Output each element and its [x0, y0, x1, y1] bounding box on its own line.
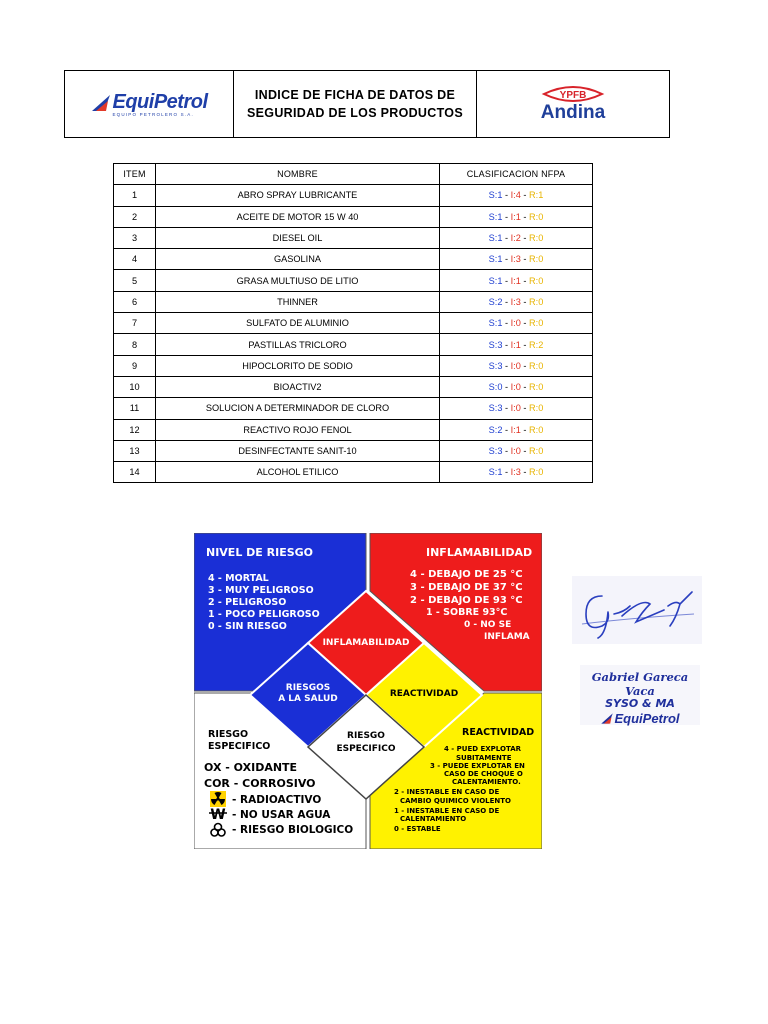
blue-line-4: 1 - POCO PELIGROSO	[208, 609, 320, 620]
clasificacion-cell	[440, 313, 593, 334]
diamond-white-label-2: ESPECIFICO	[336, 744, 396, 754]
stamp-swoosh-icon	[600, 712, 614, 725]
separator: -	[502, 233, 511, 244]
approval-stamp	[580, 665, 700, 725]
separator: -	[502, 296, 511, 307]
inflamabilidad-value: I:1	[510, 275, 521, 286]
separator: -	[502, 190, 511, 201]
diamond-white-label-1: RIESGO	[347, 731, 385, 741]
stamp-logo	[580, 711, 700, 726]
table-row	[114, 462, 593, 483]
table-row	[114, 334, 593, 355]
red-line-3: 2 - DEBAJO DE 93 °C	[410, 595, 523, 606]
separator: -	[520, 318, 530, 329]
white-line-3: - RADIOACTIVO	[232, 794, 322, 806]
reactividad-value: R:0	[529, 382, 544, 393]
equipetrol-logo	[90, 91, 207, 117]
clasificacion-cell	[440, 398, 593, 419]
nombre-cell: ALCOHOL ETILICO	[156, 462, 440, 483]
reactividad-value: R:0	[529, 424, 544, 435]
separator: -	[520, 233, 530, 244]
reactividad-value: R:0	[529, 318, 544, 329]
inflamabilidad-value: I:1	[510, 211, 521, 222]
salud-value: S:3	[488, 339, 503, 350]
table-row	[114, 398, 593, 419]
clasificacion-cell	[440, 376, 593, 397]
table-row	[114, 376, 593, 397]
white-title-2: ESPECIFICO	[208, 741, 271, 752]
yellow-line-6: 2 - INESTABLE EN CASO DE	[394, 788, 500, 796]
salud-value: S:3	[488, 446, 503, 456]
item-cell: 6	[114, 291, 156, 312]
item-cell: 4	[114, 249, 156, 270]
red-line-4: 1 - SOBRE 93°C	[426, 607, 508, 618]
equipetrol-wordmark: EquiPetrol	[112, 91, 208, 113]
reactividad-value: R:0	[529, 403, 544, 414]
reactividad-value: R:0	[529, 254, 544, 265]
title-line-2: SEGURIDAD DE LOS PRODUCTOS	[247, 106, 463, 120]
item-cell: 1	[114, 185, 156, 206]
inflamabilidad-value: I:0	[510, 360, 521, 371]
salud-value: S:1	[488, 233, 503, 244]
title-line-1: INDICE DE FICHA DE DATOS DE	[254, 88, 456, 102]
andina-logo-cell	[477, 71, 669, 137]
product-index-table	[113, 163, 593, 483]
separator: -	[520, 424, 530, 435]
column-header-clasificacion: CLASIFICACION NFPA	[440, 164, 593, 185]
item-cell: 12	[114, 419, 156, 440]
equipetrol-subtitle: EQUIPO PETROLERO S.A.	[112, 112, 194, 117]
clasificacion-cell	[440, 355, 593, 376]
blue-line-3: 2 - PELIGROSO	[208, 597, 287, 608]
reactividad-value: R:0	[529, 296, 544, 307]
clasificacion-cell	[440, 462, 593, 483]
red-line-5: 0 - NO SE	[464, 620, 512, 630]
table-row	[114, 227, 593, 248]
item-cell: 5	[114, 270, 156, 291]
separator: -	[502, 211, 511, 222]
column-header-nombre: NOMBRE	[156, 164, 440, 185]
equipetrol-logo-cell	[65, 71, 234, 137]
stamp-name: Gabriel Gareca Vaca	[591, 670, 689, 698]
diamond-blue-label-2: A LA SALUD	[278, 694, 338, 704]
inflamabilidad-value: I:2	[510, 233, 521, 244]
yellow-line-9: CALENTAMIENTO	[400, 815, 467, 823]
nombre-cell: SOLUCION A DETERMINADOR DE CLORO	[156, 398, 440, 419]
reactividad-value: R:0	[529, 446, 544, 456]
table-row	[114, 206, 593, 227]
table-header-row	[114, 164, 593, 185]
salud-value: S:1	[488, 275, 503, 286]
separator: -	[520, 360, 530, 371]
inflamabilidad-value: I:1	[510, 339, 521, 350]
separator: -	[502, 360, 511, 371]
ypfb-badge-icon	[538, 84, 608, 104]
clasificacion-cell	[440, 419, 593, 440]
inflamabilidad-value: I:4	[510, 190, 521, 201]
table-row	[114, 185, 593, 206]
separator: -	[520, 446, 530, 456]
nombre-cell: HIPOCLORITO DE SODIO	[156, 355, 440, 376]
nombre-cell: DESINFECTANTE SANIT-10	[156, 440, 440, 461]
separator: -	[502, 446, 511, 456]
document-header	[64, 70, 670, 138]
separator: -	[502, 275, 511, 286]
inflamabilidad-value: I:3	[510, 296, 521, 307]
clasificacion-cell	[440, 227, 593, 248]
red-title: INFLAMABILIDAD	[426, 546, 533, 559]
nombre-cell: BIOACTIV2	[156, 376, 440, 397]
salud-value: S:3	[488, 403, 503, 414]
red-line-2: 3 - DEBAJO DE 37 °C	[410, 582, 523, 593]
yellow-line-4: CASO DE CHOQUE O	[444, 770, 523, 778]
header-title-cell	[234, 71, 477, 137]
separator: -	[502, 318, 511, 329]
reactividad-value: R:1	[529, 190, 544, 201]
separator: -	[502, 254, 511, 265]
yellow-line-5: CALENTAMIENTO.	[452, 778, 521, 786]
nombre-cell: DIESEL OIL	[156, 227, 440, 248]
clasificacion-cell	[440, 270, 593, 291]
salud-value: S:3	[488, 360, 503, 371]
column-header-item: ITEM	[114, 164, 156, 185]
nfpa-hazard-diagram	[194, 533, 542, 849]
blue-title: NIVEL DE RIESGO	[206, 546, 314, 559]
clasificacion-cell	[440, 185, 593, 206]
reactividad-value: R:0	[529, 360, 544, 371]
table-row	[114, 270, 593, 291]
nombre-cell: THINNER	[156, 291, 440, 312]
ypfb-badge-text: YPFB	[559, 90, 587, 101]
item-cell: 10	[114, 376, 156, 397]
yellow-line-10: 0 - ESTABLE	[394, 825, 441, 833]
table-row	[114, 313, 593, 334]
white-line-1: OX - OXIDANTE	[204, 761, 298, 774]
item-cell: 8	[114, 334, 156, 355]
inflamabilidad-value: I:3	[510, 467, 521, 478]
salud-value: S:1	[488, 211, 503, 222]
inflamabilidad-value: I:0	[510, 318, 521, 329]
diamond-blue-label-1: RIESGOS	[285, 683, 331, 693]
reactividad-value: R:0	[529, 275, 544, 286]
clasificacion-cell	[440, 249, 593, 270]
nombre-cell: GASOLINA	[156, 249, 440, 270]
separator: -	[520, 382, 530, 393]
table-row	[114, 355, 593, 376]
no-water-icon	[209, 807, 227, 823]
red-line-1: 4 - DEBAJO DE 25 °C	[410, 569, 523, 580]
item-cell: 3	[114, 227, 156, 248]
separator: -	[502, 424, 511, 435]
salud-value: S:0	[488, 382, 503, 393]
separator: -	[520, 211, 530, 222]
inflamabilidad-value: I:0	[510, 403, 521, 414]
item-cell: 2	[114, 206, 156, 227]
white-line-4: - NO USAR AGUA	[232, 809, 331, 821]
item-cell: 11	[114, 398, 156, 419]
diamond-red-label: INFLAMABILIDAD	[322, 638, 410, 648]
blue-line-1: 4 - MORTAL	[208, 573, 269, 584]
table-body	[114, 185, 593, 483]
separator: -	[520, 403, 530, 414]
andina-wordmark: Andina	[540, 102, 606, 123]
separator: -	[502, 403, 511, 414]
nombre-cell: ABRO SPRAY LUBRICANTE	[156, 185, 440, 206]
item-cell: 14	[114, 462, 156, 483]
nombre-cell: ACEITE DE MOTOR 15 W 40	[156, 206, 440, 227]
yellow-line-2: SUBITAMENTE	[456, 754, 512, 762]
clasificacion-cell	[440, 291, 593, 312]
salud-value: S:2	[488, 424, 503, 435]
table-row	[114, 419, 593, 440]
separator: -	[520, 275, 530, 286]
document-title	[247, 86, 463, 122]
table-row	[114, 291, 593, 312]
item-cell: 9	[114, 355, 156, 376]
stamp-logo-text: EquiPetrol	[614, 711, 680, 726]
clasificacion-cell	[440, 206, 593, 227]
salud-value: S:1	[488, 318, 503, 329]
white-line-5: - RIESGO BIOLOGICO	[232, 824, 354, 836]
separator: -	[520, 190, 530, 201]
salud-value: S:1	[488, 254, 503, 265]
nombre-cell: REACTIVO ROJO FENOL	[156, 419, 440, 440]
reactividad-value: R:2	[529, 339, 544, 350]
salud-value: S:1	[488, 190, 503, 201]
item-cell: 13	[114, 440, 156, 461]
table-row	[114, 440, 593, 461]
inflamabilidad-value: I:3	[510, 254, 521, 265]
salud-value: S:2	[488, 296, 503, 307]
blue-line-5: 0 - SIN RIESGO	[208, 621, 287, 632]
reactividad-value: R:0	[529, 233, 544, 244]
yellow-line-3: 3 - PUEDE EXPLOTAR EN	[430, 762, 525, 770]
separator: -	[502, 467, 511, 478]
yellow-title: REACTIVIDAD	[462, 727, 535, 738]
blue-line-2: 3 - MUY PELIGROSO	[208, 585, 314, 596]
nombre-cell: GRASA MULTIUSO DE LITIO	[156, 270, 440, 291]
reactividad-value: R:0	[529, 467, 544, 478]
yellow-line-8: 1 - INESTABLE EN CASO DE	[394, 807, 500, 815]
clasificacion-cell	[440, 440, 593, 461]
table-row	[114, 249, 593, 270]
ypfb-andina-logo	[538, 84, 608, 124]
reactividad-value: R:0	[529, 211, 544, 222]
item-cell: 7	[114, 313, 156, 334]
clasificacion-cell	[440, 334, 593, 355]
svg-text:W: W	[210, 807, 226, 823]
equipetrol-swoosh-icon	[90, 93, 112, 113]
separator: -	[520, 467, 530, 478]
red-line-6: INFLAMA	[484, 632, 530, 642]
separator: -	[502, 339, 511, 350]
inflamabilidad-value: I:0	[510, 446, 521, 456]
nombre-cell: SULFATO DE ALUMINIO	[156, 313, 440, 334]
separator: -	[520, 339, 530, 350]
handwritten-signature	[572, 576, 702, 644]
white-title-1: RIESGO	[208, 729, 249, 740]
inflamabilidad-value: I:0	[510, 382, 521, 393]
radioactive-icon	[210, 791, 226, 807]
white-line-2: COR - CORROSIVO	[204, 777, 316, 790]
yellow-line-1: 4 - PUED EXPLOTAR	[444, 745, 522, 753]
stamp-role: SYSO & MA	[605, 697, 675, 710]
inflamabilidad-value: I:1	[510, 424, 521, 435]
diamond-yellow-label: REACTIVIDAD	[389, 689, 459, 699]
yellow-line-7: CAMBIO QUIMICO VIOLENTO	[400, 797, 511, 805]
salud-value: S:1	[488, 467, 503, 478]
nombre-cell: PASTILLAS TRICLORO	[156, 334, 440, 355]
separator: -	[520, 254, 530, 265]
separator: -	[502, 382, 511, 393]
separator: -	[520, 296, 530, 307]
